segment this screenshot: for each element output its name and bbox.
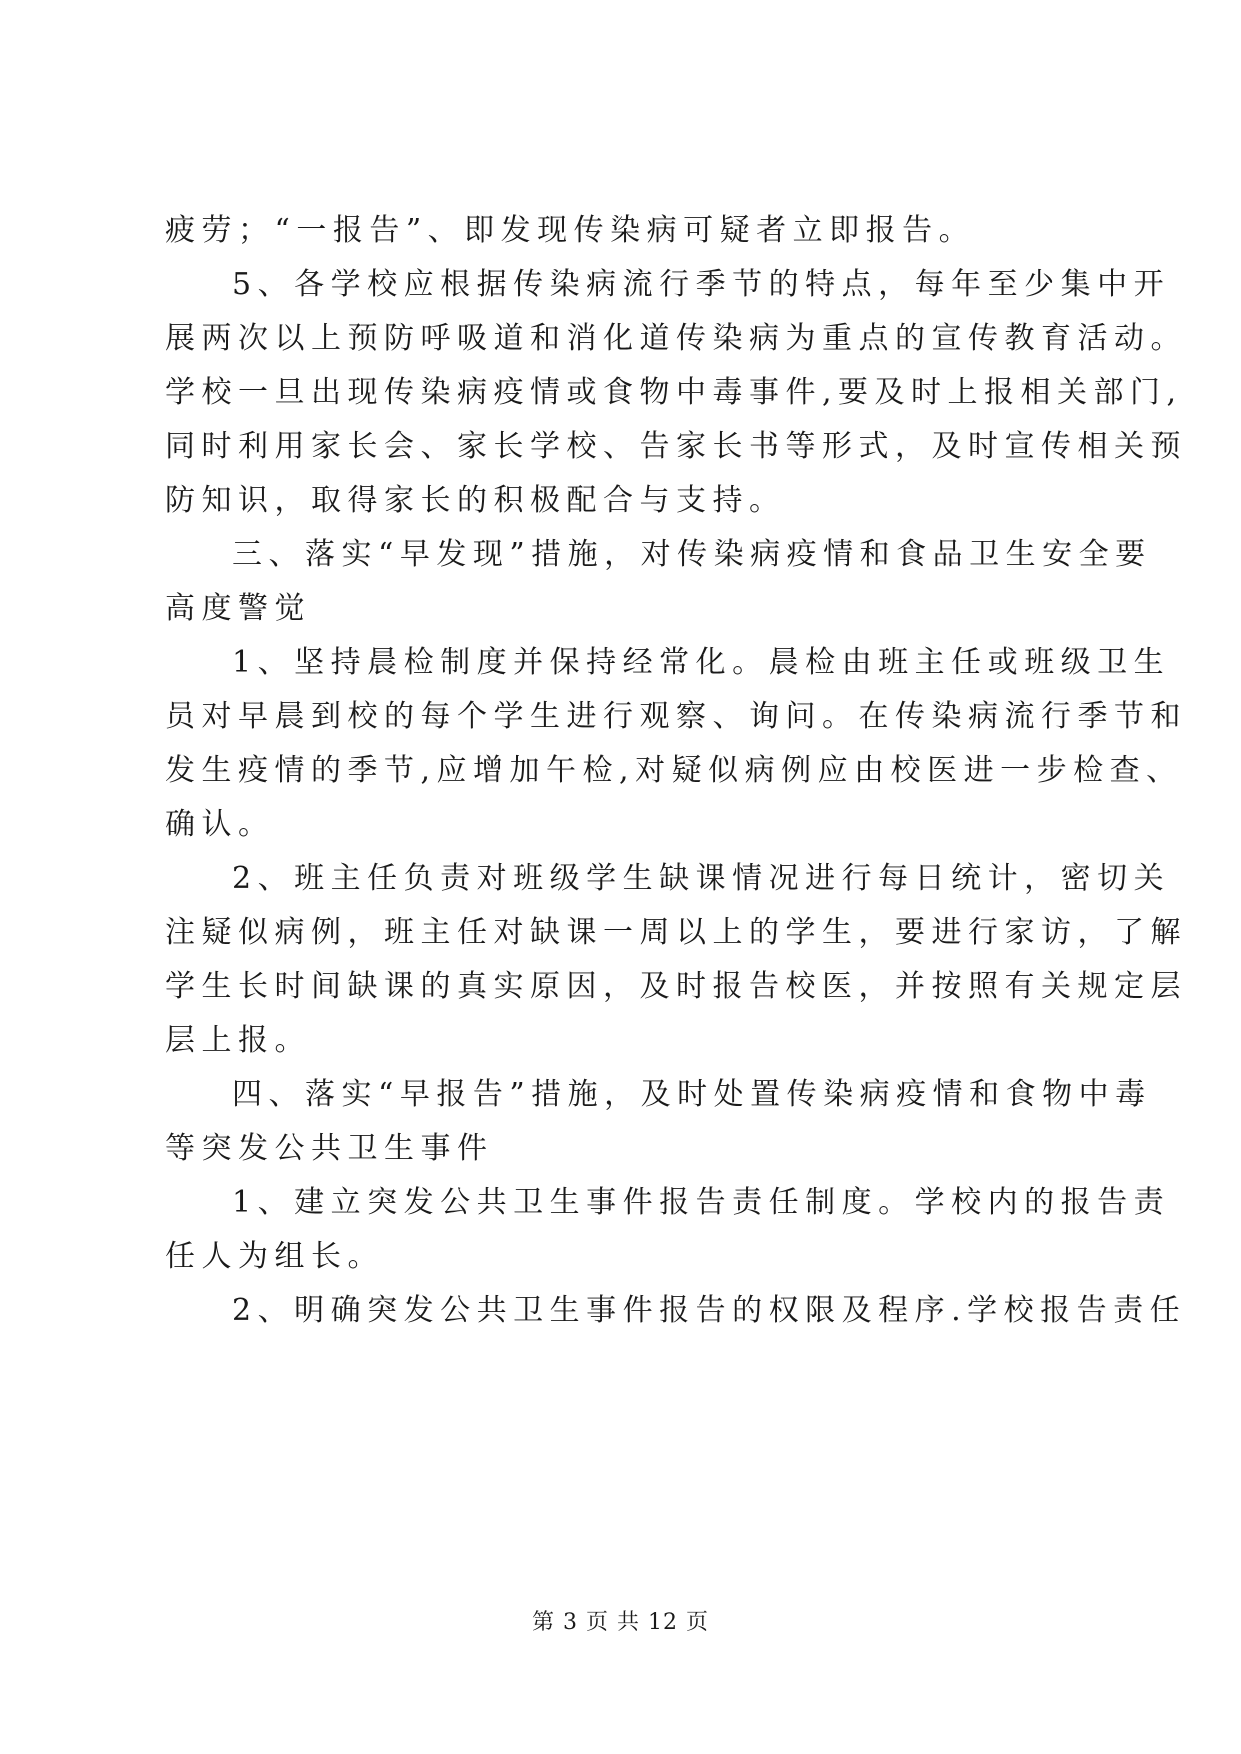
text-line: 2、班主任负责对班级学生缺课情况进行每日统计，密切关 [232,861,1171,896]
section-heading-line: 高度警觉 [165,591,311,626]
text-line: 5、各学校应根据传染病流行季节的特点，每年至少集中开 [232,267,1171,302]
text-line: 1、坚持晨检制度并保持经常化。晨检由班主任或班级卫生 [232,645,1171,680]
text-line: 疲劳；“一报告”、即发现传染病可疑者立即报告。 [165,213,976,248]
text-line: 防知识，取得家长的积极配合与支持。 [165,483,786,518]
text-line: 确认。 [165,807,275,842]
section-heading-line: 四、落实“早报告”措施，及时处置传染病疫情和食物中毒 [232,1077,1152,1112]
text-line: 学生长时间缺课的真实原因，及时报告校医，并按照有关规定层 [165,969,1187,1004]
text-line: 员对早晨到校的每个学生进行观察、询问。在传染病流行季节和 [165,699,1187,734]
text-line: 展两次以上预防呼吸道和消化道传染病为重点的宣传教育活动。 [165,321,1187,356]
text-line: 任人为组长。 [165,1239,384,1274]
page-number-footer: 第 3 页 共 12 页 [532,1610,709,1635]
text-line: 发生疫情的季节,应增加午检,对疑似病例应由校医进一步检查、 [165,753,1183,788]
text-line: 2、明确突发公共卫生事件报告的权限及程序.学校报告责任 [232,1293,1187,1328]
text-line: 学校一旦出现传染病疫情或食物中毒事件,要及时上报相关部门, [165,375,1183,410]
text-line: 同时利用家长会、家长学校、告家长书等形式，及时宣传相关预 [165,429,1187,464]
text-line: 1、建立突发公共卫生事件报告责任制度。学校内的报告责 [232,1185,1171,1220]
section-heading-line: 三、落实“早发现”措施，对传染病疫情和食品卫生安全要 [232,537,1152,572]
section-heading-line: 等突发公共卫生事件 [165,1131,494,1166]
text-line: 层上报。 [165,1023,311,1058]
text-line: 注疑似病例，班主任对缺课一周以上的学生，要进行家访，了解 [165,915,1187,950]
